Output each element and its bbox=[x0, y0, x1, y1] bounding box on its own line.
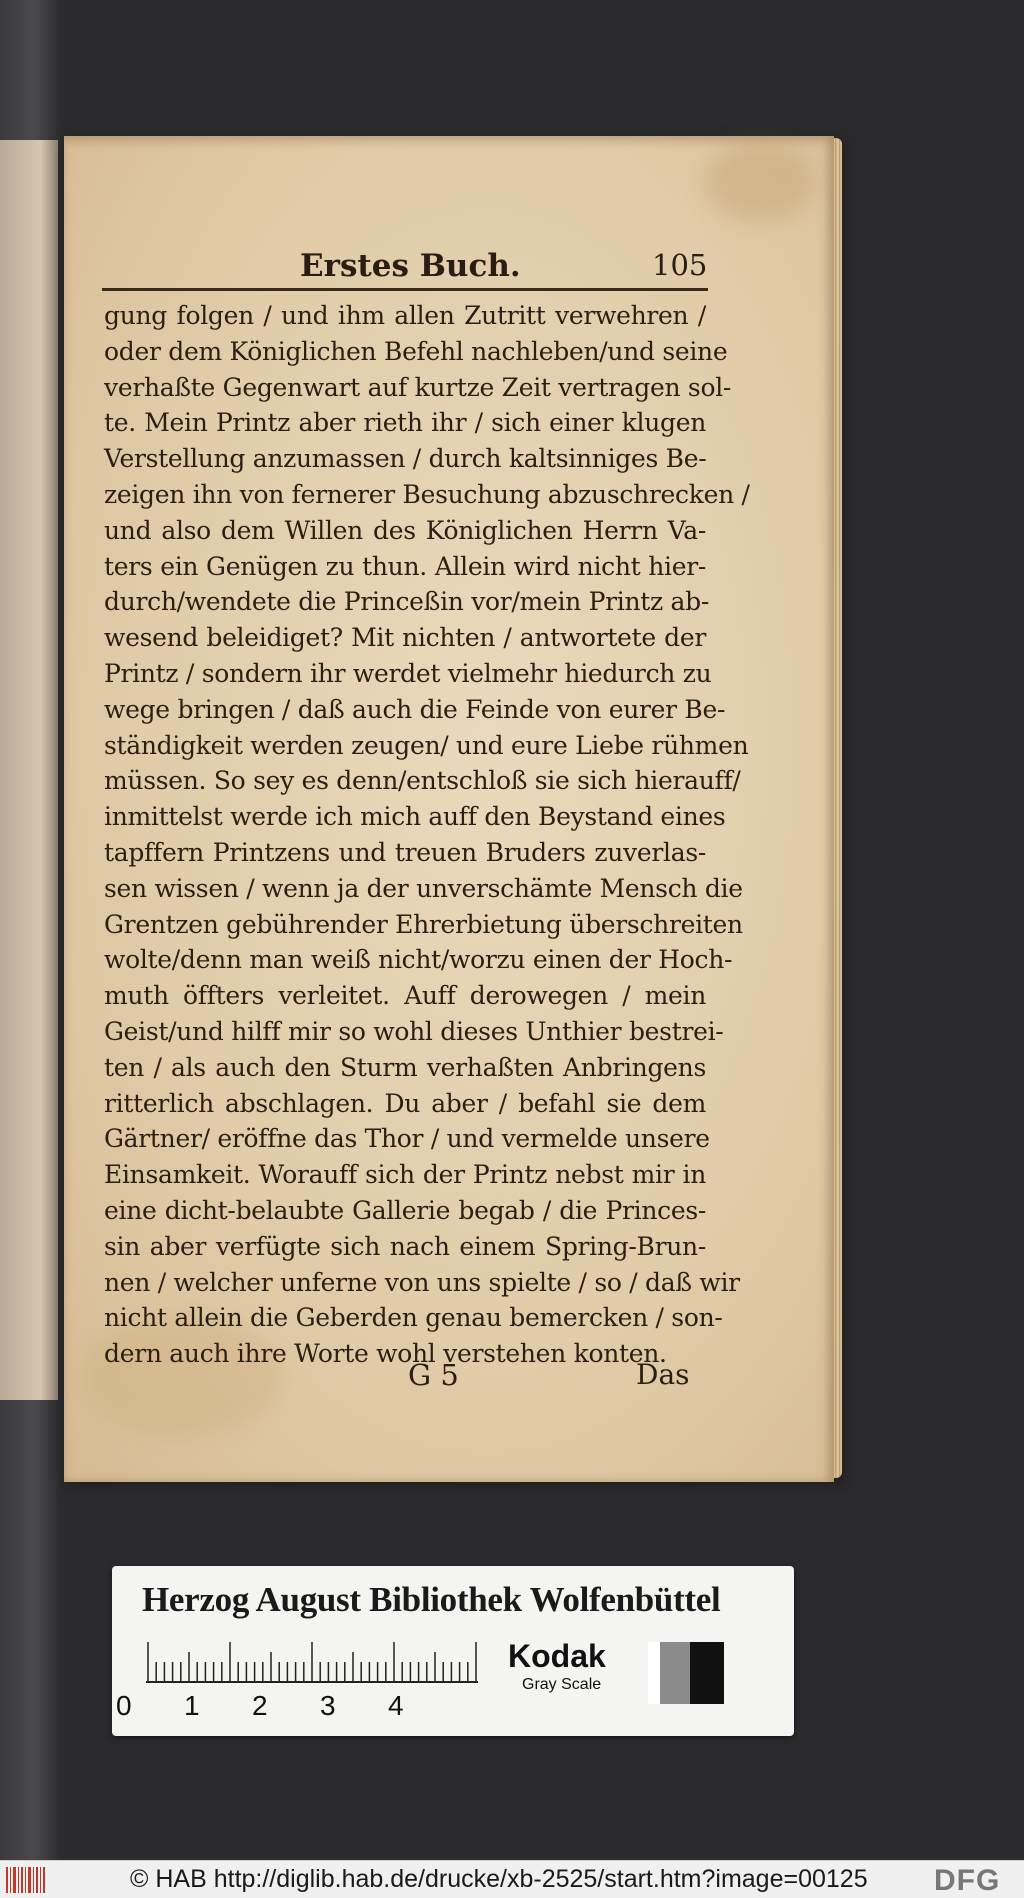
text-line: nicht allein die Geberden genau bemercken / son- bbox=[104, 1303, 723, 1333]
text-line: gung folgen / und ihm allen Zutritt verwehren / bbox=[104, 301, 706, 330]
text-line: Gärtner/ eröffne das Thor / und vermelde unsere bbox=[104, 1124, 710, 1154]
text-line: durch/wendete die Princeßin vor/mein Printz ab- bbox=[104, 587, 709, 617]
text-line: wege bringen / daß auch die Feinde von eurer Be- bbox=[104, 694, 726, 724]
text-line: te. Mein Printz aber rieth ihr / sich einer klugen bbox=[104, 408, 706, 438]
ruler-number: 2 bbox=[252, 1690, 268, 1721]
signature-mark: G 5 bbox=[408, 1358, 459, 1392]
footer-bar bbox=[0, 1860, 1024, 1898]
text-line: Printz / sondern ihr werdet vielmehr hiedurch zu bbox=[104, 658, 712, 688]
ruler-number: 1 bbox=[184, 1690, 200, 1721]
text-line: sen wissen / wenn ja der unverschämte Mensch die bbox=[104, 873, 743, 903]
text-line: Geist/und hilff mir so wohl dieses Unthier bestrei- bbox=[104, 1016, 724, 1046]
text-line: müssen. So sey es denn/entschloß sie sich hierauff/ bbox=[104, 766, 741, 796]
text-line: und also dem Willen des Königlichen Herrn Va- bbox=[104, 515, 706, 545]
ruler-number: 3 bbox=[320, 1690, 336, 1721]
head-rule bbox=[102, 288, 708, 291]
catchword: Das bbox=[636, 1358, 690, 1391]
text-line: ten / als auch den Sturm verhaßten Anbringens bbox=[104, 1052, 706, 1082]
text-line: wolte/denn man weiß nicht/worzu einen der Hoch- bbox=[104, 945, 733, 975]
text-line: zeigen ihn von fernerer Besuchung abzuschrecken / bbox=[104, 479, 750, 509]
text-line: ritterlich abschlagen. Du aber / befahl sie dem bbox=[104, 1088, 706, 1118]
institution-name: Herzog August Bibliothek Wolfenbüttel bbox=[142, 1580, 721, 1619]
body-text bbox=[104, 298, 750, 1372]
color-reference-card bbox=[112, 1566, 794, 1736]
margin-fragment bbox=[2, 310, 42, 332]
gray-patch bbox=[660, 1642, 690, 1704]
kodak-logo: Kodak bbox=[508, 1638, 606, 1674]
text-line: eine dicht-belaubte Gallerie begab / die Princes- bbox=[104, 1195, 706, 1225]
text-line: muth öffters verleitet. Auff derowegen / mein bbox=[104, 981, 706, 1011]
gray-scale-label: Gray Scale bbox=[522, 1676, 602, 1693]
previous-page-edge bbox=[0, 140, 58, 1400]
running-head: Erstes Buch. bbox=[300, 248, 521, 284]
ruler-number: 0 bbox=[116, 1690, 132, 1721]
page-number: 105 bbox=[652, 248, 708, 282]
text-line: ters ein Genügen zu thun. Allein wird nicht hier- bbox=[104, 551, 706, 581]
ruler-number: 4 bbox=[388, 1690, 404, 1721]
text-line: Verstellung anzumassen / durch kaltsinniges Be- bbox=[104, 444, 707, 474]
text-line: dern auch ihre Worte wohl verstehen konten. bbox=[104, 1339, 667, 1369]
text-line: ständigkeit werden zeugen/ und eure Liebe rühmen bbox=[104, 730, 749, 760]
source-url[interactable]: © HAB http://diglib.hab.de/drucke/xb-2525/start.htm?image=00125 bbox=[130, 1865, 868, 1893]
barcode-icon bbox=[6, 1867, 46, 1893]
ruler-scale bbox=[146, 1636, 478, 1688]
text-line: sin aber verfügte sich nach einem Spring-Brun- bbox=[104, 1231, 706, 1261]
black-patch bbox=[690, 1642, 724, 1704]
text-line: wesend beleidiget? Mit nichten / antwortete der bbox=[104, 623, 706, 653]
text-line: Grentzen gebührender Ehrerbietung überschreiten bbox=[104, 909, 743, 939]
paper-stain bbox=[704, 142, 814, 222]
text-line: verhaßte Gegenwart auf kurtze Zeit vertragen sol- bbox=[104, 372, 732, 402]
text-line: nen / welcher unferne von uns spielte / so / daß wir bbox=[104, 1267, 740, 1297]
text-line: tapffern Printzens und treuen Bruders zuverlas- bbox=[104, 837, 706, 867]
dfg-logo: DFG bbox=[934, 1864, 1001, 1897]
text-line: inmittelst werde ich mich auff den Beystand eines bbox=[104, 802, 726, 832]
text-line: oder dem Königlichen Befehl nachleben/und seine bbox=[104, 336, 728, 366]
text-line: Einsamkeit. Worauff sich der Printz nebst mir in bbox=[104, 1160, 706, 1190]
